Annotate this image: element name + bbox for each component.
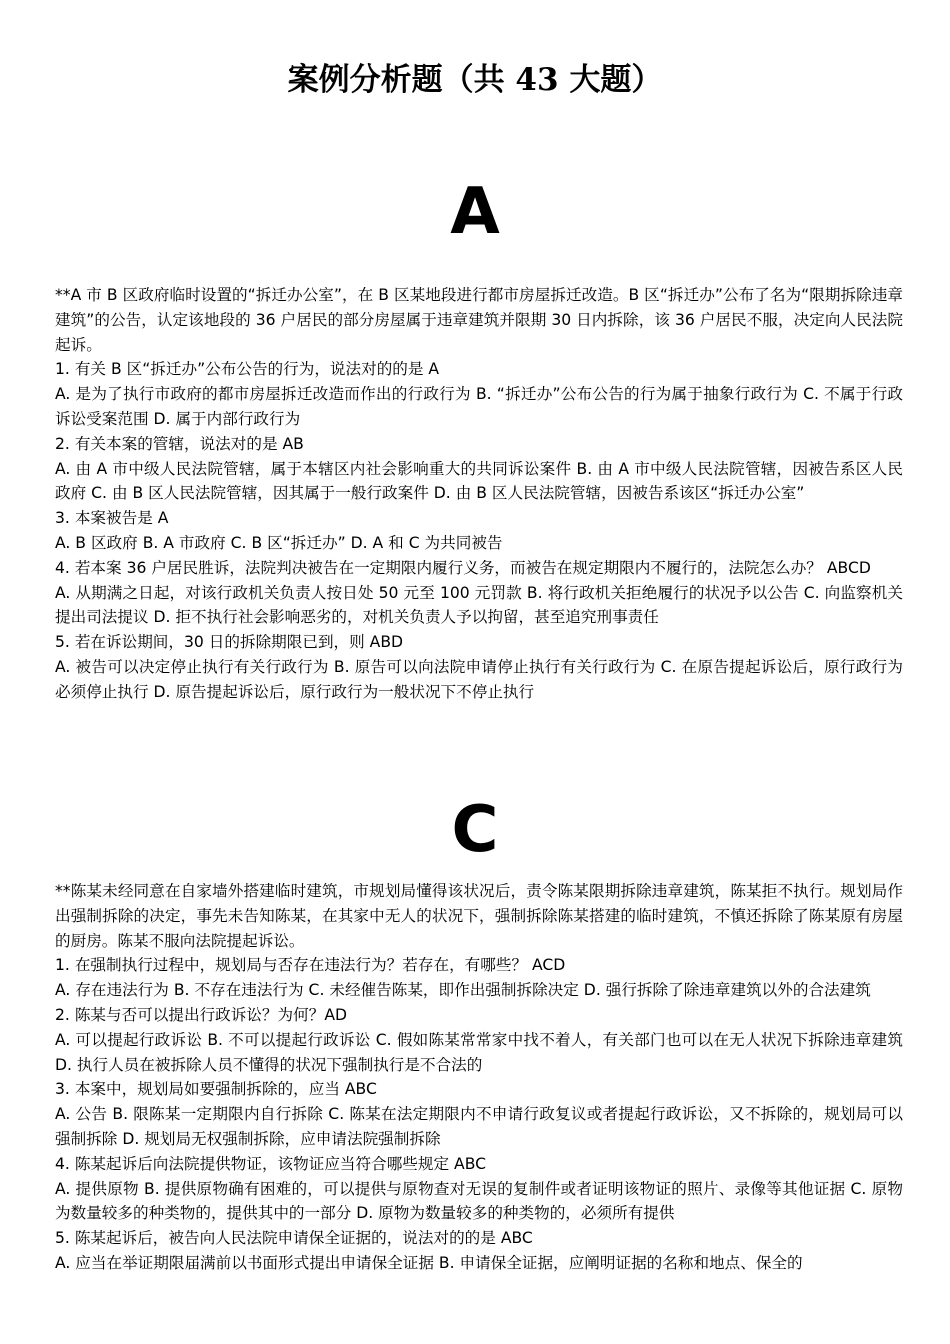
options-line: A. 提供原物 B. 提供原物确有困难的，可以提供与原物查对无误的复制件或者证明该物证的照片、录像等其他证据 C. 原物为数量较多的种类物的，提供其中的一部分 D. 原物为数量较多的种类物的，必须所有提供 (55, 1179, 903, 1223)
section-heading-c: C (451, 793, 499, 867)
options-line: A. 是为了执行市政府的都市房屋拆迁改造而作出的行政行为 B. “拆迁办”公布公告的行为属于抽象行政行为 C. 不属于行政诉讼受案范围 D. 属于内部行政行为 (55, 385, 903, 428)
options-line: A. 应当在举证期限届满前以书面形式提出申请保全证据 B. 申请保全证据，应阐明证据的名称和地点、保全的 (55, 1253, 803, 1272)
question-line: 2. 陈某与否可以提出行政诉讼？为何？AD (55, 1005, 348, 1024)
question-line: 3. 本案中，规划局如要强制拆除的，应当 ABC (55, 1080, 377, 1099)
options-line: A. 被告可以决定停止执行有关行政行为 B. 原告可以向法院申请停止执行有关行政行为 C. 在原告提起诉讼后，原行政行为必须停止执行 D. 原告提起诉讼后，原行政行为一般状况下不停止执行 (55, 657, 903, 701)
options-line: A. 可以提起行政诉讼 B. 不可以提起行政诉讼 C. 假如陈某常常家中找不着人，有关部门也可以在无人状况下拆除违章建筑 D. 执行人员在被拆除人员不懂得的状况下强制执行是不合法的 (55, 1030, 903, 1074)
question-line: 2. 有关本案的管辖，说法对的是 AB (55, 434, 304, 453)
options-line: A. B 区政府 B. A 市政府 C. B 区“拆迁办” D. A 和 C 为共同被告 (55, 533, 503, 552)
question-line: 3. 本案被告是 A (55, 509, 169, 528)
section-a-content (55, 283, 903, 705)
question-line: 1. 在强制执行过程中，规划局与否存在违法行为？若存在，有哪些？ ACD (55, 956, 566, 975)
case-description: **陈某未经同意在自家墙外搭建临时建筑，市规划局懂得该状况后，责令陈某限期拆除违章建筑，陈某拒不执行。规划局作出强制拆除的决定，事先未告知陈某，在其家中无人的状况下，强制拆除陈某搭建的临时建筑，不慎还拆除了陈某原有房屋的厨房。陈某不服向法院提起诉讼。 (55, 882, 903, 950)
question-line: 5. 陈某起诉后，被告向人民法院申请保全证据的，说法对的的是 ABC (55, 1229, 533, 1248)
question-line: 1. 有关 B 区“拆迁办”公布公告的行为，说法对的的是 A (55, 360, 440, 379)
section-heading-a: A (450, 175, 500, 249)
question-line: 5. 若在诉讼期间，30 日的拆除期限已到，则 ABD (55, 633, 404, 652)
options-line: A. 由 A 市中级人民法院管辖，属于本辖区内社会影响重大的共同诉讼案件 B. 由 A 市中级人民法院管辖，因被告系区人民政府 C. 由 B 区人民法院管辖，因其属于一般行政案件 D. 由 B 区人民法院管辖，因被告系该区“拆迁办公室” (55, 459, 903, 503)
page-title: 案例分析题（共 43 大题） (287, 62, 663, 98)
options-line: A. 从期满之日起，对该行政机关负责人按日处 50 元至 100 元罚款 B. 将行政机关拒绝履行的状况予以公告 C. 向监察机关提出司法提议 D. 拒不执行社会影响恶劣的，对机关负责人予以拘留，甚至追究刑事责任 (55, 583, 903, 627)
case-description: **A 市 B 区政府临时设置的“拆迁办公室”，在 B 区某地段进行都市房屋拆迁改造。B 区“拆迁办”公布了名为“限期拆除违章建筑”的公告，认定该地段的 36 户居民的部分房屋属于违章建筑并限期 30 日内拆除，该 36 户居民不服，决定向人民法院起诉。 (55, 286, 903, 354)
question-line: 4. 陈某起诉后向法院提供物证，该物证应当符合哪些规定 ABC (55, 1154, 487, 1173)
question-line: 4. 若本案 36 户居民胜诉，法院判决被告在一定期限内履行义务，而被告在规定期限内不履行的，法院怎么办？ ABCD (55, 558, 871, 577)
section-c-content (55, 879, 903, 1276)
options-line: A. 公告 B. 限陈某一定期限内自行拆除 C. 陈某在法定期限内不申请行政复议或者提起行政诉讼，又不拆除的，规划局可以强制拆除 D. 规划局无权强制拆除，应申请法院强制拆除 (55, 1105, 903, 1148)
options-line: A. 存在违法行为 B. 不存在违法行为 C. 未经催告陈某，即作出强制拆除决定 D. 强行拆除了除违章建筑以外的合法建筑 (55, 981, 871, 1000)
